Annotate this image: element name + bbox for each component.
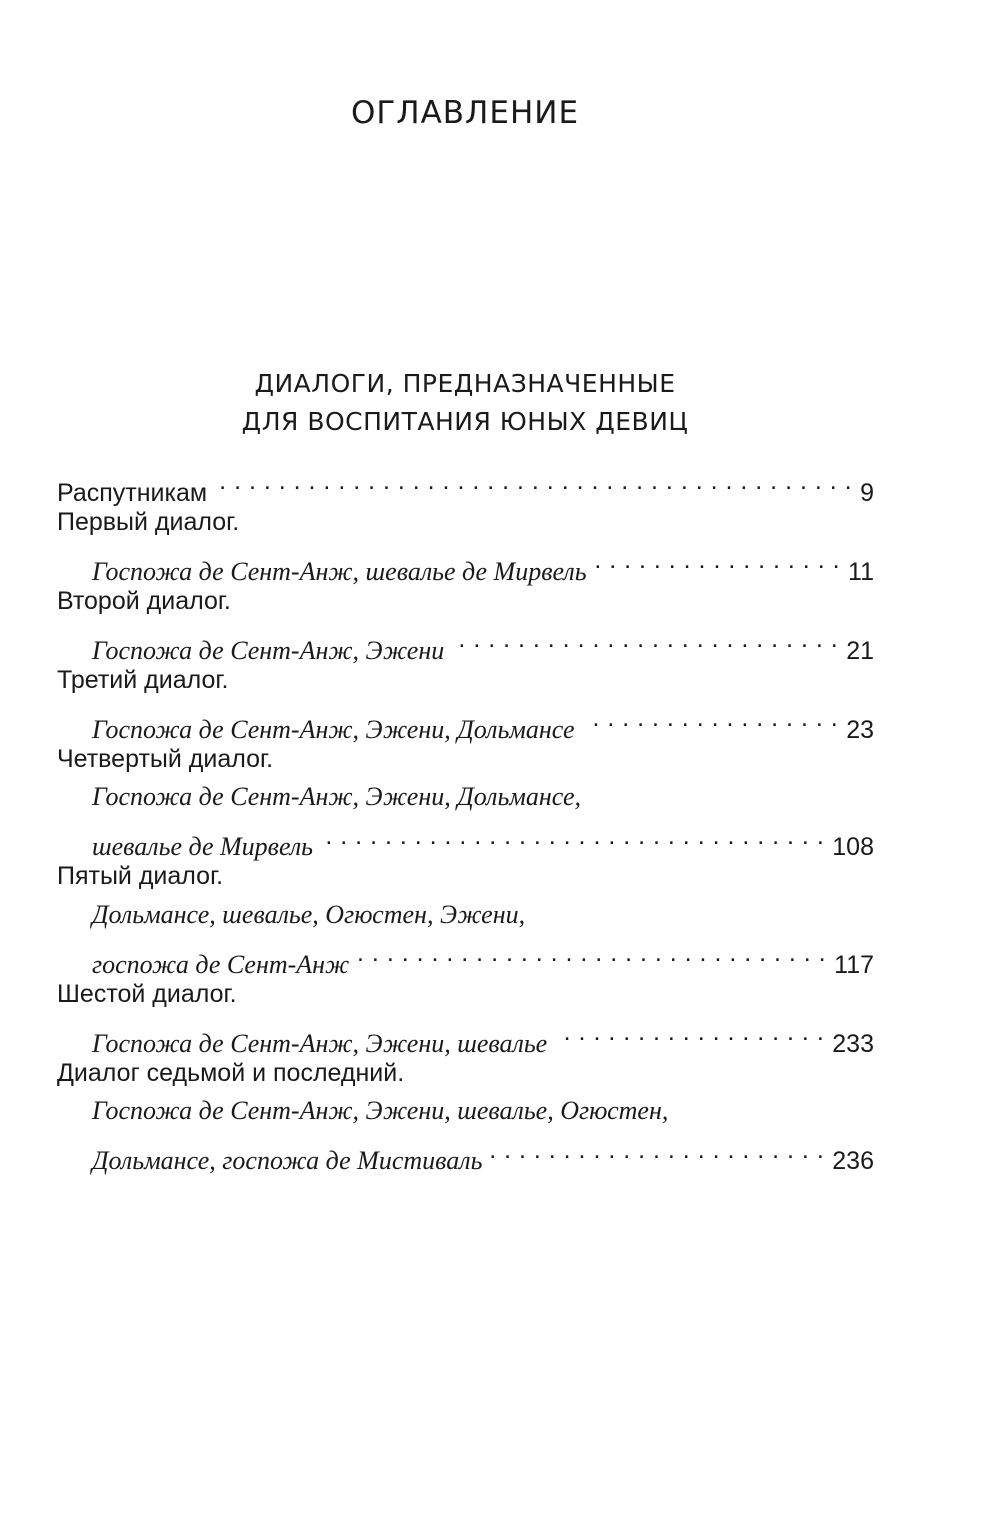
toc-line (57, 857, 874, 896)
toc-entry-title: Распутникам (57, 478, 208, 507)
toc-line (57, 661, 874, 700)
toc-line (57, 462, 874, 507)
toc-page-number: 233 (832, 1029, 874, 1058)
dot-leader (490, 1131, 824, 1170)
toc-entry (57, 1054, 874, 1175)
toc-entry-participants: Госпожа де Сент-Анж, Эжени, шевалье (92, 1028, 548, 1058)
toc-entry-title: Четвертый диалог. (57, 744, 274, 773)
toc-line (57, 699, 874, 744)
toc-line (57, 1092, 874, 1131)
toc-line (57, 620, 874, 665)
toc-entry-participants: Дольмансе, шевалье, Огюстен, Эжени, (92, 899, 526, 929)
dot-leader (595, 541, 841, 580)
section-heading-line: ДЛЯ ВОСПИТАНИЯ ЮНЫХ ДЕВИЦ (241, 407, 689, 436)
toc-entry-title: Второй диалог. (57, 586, 231, 615)
toc-page-number: 117 (834, 950, 874, 979)
toc-entry-participants: Дольмансе, госпожа де Мистиваль (92, 1146, 483, 1175)
toc-line (57, 975, 874, 1014)
toc-entry-title: Диалог седьмой и последний. (57, 1058, 405, 1087)
page-title: ОГЛАВЛЕНИЕ (350, 95, 580, 131)
toc-entry (57, 740, 874, 861)
toc-page-number: 9 (860, 478, 874, 507)
dot-leader (583, 699, 839, 738)
toc-entry-participants: Госпожа де Сент-Анж, Эжени, Дольмансе, (92, 782, 582, 811)
toc-entry (57, 661, 874, 744)
toc-entry-participants: госпожа де Сент-Анж (92, 949, 350, 979)
toc-entry (57, 503, 874, 586)
toc-line (57, 1131, 874, 1175)
toc-entry-title: Третий диалог. (57, 665, 229, 694)
toc-entry-participants: Госпожа де Сент-Анж, Эжени (92, 635, 445, 665)
toc-entry (57, 462, 874, 507)
dot-leader (555, 1013, 824, 1052)
dot-leader (215, 462, 852, 501)
toc-line (57, 503, 874, 542)
toc-entry-participants: Госпожа де Сент-Анж, шевалье де Мирвель (92, 556, 587, 586)
toc-page-number: 236 (832, 1147, 874, 1175)
dot-leader (452, 620, 838, 659)
toc-entry (57, 975, 874, 1058)
toc-entry-title: Первый диалог. (57, 507, 240, 536)
toc-entry-title: Пятый диалог. (57, 862, 224, 890)
toc-line (57, 896, 874, 935)
dot-leader (321, 817, 824, 856)
section-heading (0, 365, 930, 441)
table-of-contents (57, 462, 874, 1175)
toc-line (57, 778, 874, 817)
toc-line (57, 817, 874, 861)
toc-entry (57, 582, 874, 665)
toc-entry-participants: шевалье де Мирвель (92, 832, 313, 861)
toc-page-number: 108 (832, 833, 874, 861)
toc-entry-participants: Госпожа де Сент-Анж, Эжени, Дольмансе (92, 714, 575, 744)
toc-page-number: 23 (846, 715, 874, 744)
toc-line (57, 541, 874, 586)
section-heading-line: ДИАЛОГИ, ПРЕДНАЗНАЧЕННЫЕ (254, 369, 676, 398)
dot-leader (357, 934, 826, 973)
toc-page-number: 11 (848, 557, 874, 586)
toc-page-number: 21 (846, 636, 874, 665)
toc-entry-title: Шестой диалог. (57, 979, 237, 1008)
toc-line (57, 934, 874, 979)
toc-entry-participants: Госпожа де Сент-Анж, Эжени, шевалье, Огюстен, (92, 1096, 669, 1125)
toc-line (57, 1013, 874, 1058)
toc-entry (57, 857, 874, 979)
